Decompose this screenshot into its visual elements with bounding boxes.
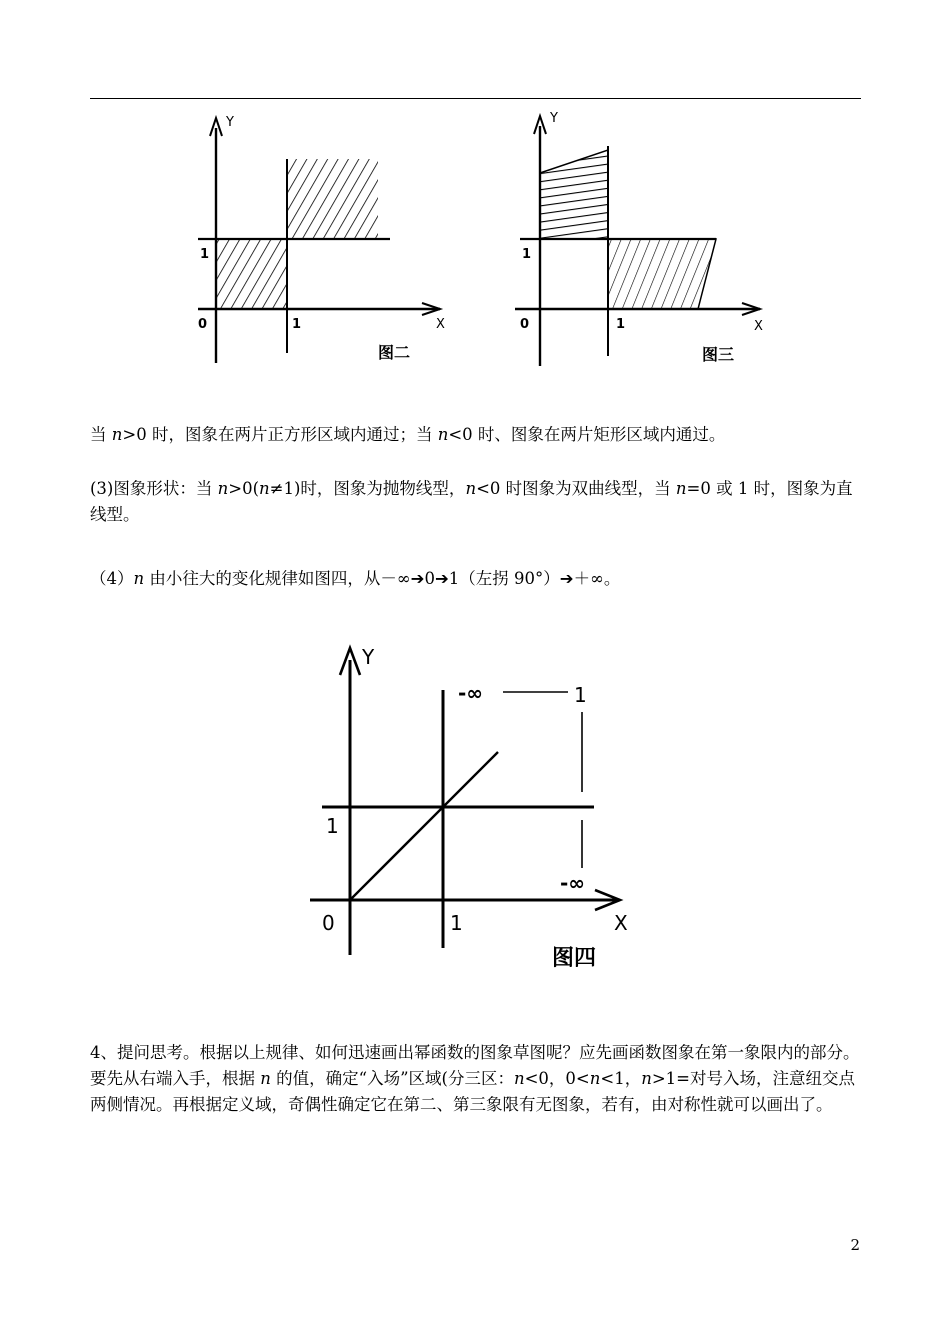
right-one-label: 1 (574, 683, 587, 707)
x-axis-label: X (614, 911, 628, 935)
figure-3-caption: 图三 (702, 345, 735, 364)
figure-2-caption: 图二 (378, 343, 411, 362)
side-neg-infinity-label: -∞ (560, 871, 585, 895)
y-axis-label: Y (362, 645, 375, 669)
figure-4 (310, 640, 640, 980)
paragraph-1: 当 n>0 时，图象在两片正方形区域内通过；当 n<0 时、图象在两片矩形区域内通过。 (90, 425, 726, 444)
x-axis-label: X (754, 319, 763, 334)
arrow-right-icon: ➔ (559, 569, 574, 588)
paragraph-4: 4、提问思考。根据以上规律、如何迅速画出幂函数的图象草图呢？应先画函数图象在第一象限内的部分。要先从右端入手，根据 n 的值，确定“入场”区域(分三区：n<0，0<n<1，n>1=对号入场，注意纽交点两侧情况。再根据定义域，奇偶性确定它在第二、第三象限有无图象，若有，由对称性就可以画出了。 (90, 1043, 860, 1114)
figure-2 (180, 108, 450, 373)
page-number: 2 (850, 1236, 860, 1254)
top-neg-infinity-label: -∞ (458, 681, 483, 705)
y-one-label: 1 (200, 247, 210, 262)
paragraph-2: (3)图象形状：当 n>0(n≠1)时，图象为抛物线型，n<0 时图象为双曲线型，当 n=0 或 1 时，图象为直线型。 (90, 479, 853, 524)
hatched-region-upper (287, 159, 378, 239)
header-rule (90, 98, 861, 99)
figure-3 (500, 106, 785, 373)
y-axis-label: Y (226, 115, 234, 130)
origin-label: 0 (520, 317, 530, 332)
x-axis-label: X (436, 317, 445, 332)
y-axis-label: Y (550, 111, 558, 126)
figure-4-caption: 图四 (552, 946, 597, 971)
x-one-label: 1 (292, 317, 302, 332)
origin-label: 0 (198, 317, 208, 332)
hatched-region-lower (216, 239, 287, 309)
x-one-label: 1 (616, 317, 626, 332)
hatched-region-upper (540, 150, 608, 239)
arrow-right-icon: ➔ (434, 569, 449, 588)
y-one-label: 1 (522, 247, 532, 262)
x-one-label: 1 (450, 911, 463, 935)
origin-label: 0 (322, 911, 335, 935)
y-one-label: 1 (326, 814, 339, 838)
arrow-right-icon: ➔ (410, 569, 425, 588)
hatched-region-lower (608, 239, 716, 309)
paragraph-3: （4）n 由小往大的变化规律如图四，从－∞➔0➔1（左拐 90°）➔＋∞。 (90, 569, 621, 588)
